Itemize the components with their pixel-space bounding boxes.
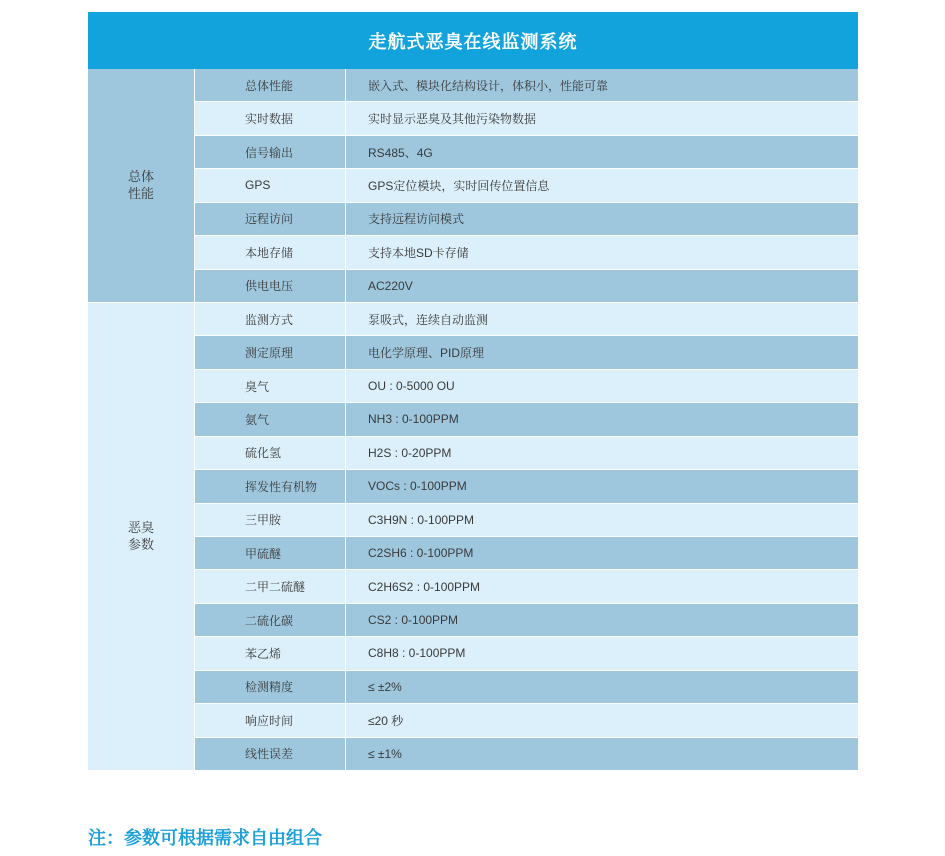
param-name: 氨气	[195, 403, 345, 435]
param-name: 臭气	[195, 370, 345, 402]
param-value: RS485、4G	[346, 136, 858, 168]
param-value: C2H6S2 : 0-100PPM	[346, 570, 858, 602]
param-name: 挥发性有机物	[195, 470, 345, 502]
param-value: C8H8 : 0-100PPM	[346, 637, 858, 669]
param-name: 测定原理	[195, 336, 345, 368]
param-value: AC220V	[346, 270, 858, 302]
category-label: 总体	[127, 169, 154, 185]
param-value: C2SH6 : 0-100PPM	[346, 537, 858, 569]
param-value: 支持远程访问模式	[346, 203, 858, 235]
param-name: 三甲胺	[195, 504, 345, 536]
param-name: 二甲二硫醚	[195, 570, 345, 602]
param-value: ≤ ±1%	[346, 738, 858, 770]
param-value: ≤ ±2%	[346, 671, 858, 703]
param-value: C3H9N : 0-100PPM	[346, 504, 858, 536]
param-name: 供电电压	[195, 270, 345, 302]
category-general	[88, 69, 194, 302]
param-name: 信号输出	[195, 136, 345, 168]
param-name: 本地存储	[195, 236, 345, 268]
param-value: VOCs : 0-100PPM	[346, 470, 858, 502]
param-value: 嵌入式、模块化结构设计，体积小，性能可靠	[346, 69, 858, 101]
category-odor-params	[88, 303, 194, 770]
param-value: CS2 : 0-100PPM	[346, 604, 858, 636]
param-value: 实时显示恶臭及其他污染物数据	[346, 102, 858, 134]
param-name: 监测方式	[195, 303, 345, 335]
param-name: 线性误差	[195, 738, 345, 770]
param-value: 泵吸式，连续自动监测	[346, 303, 858, 335]
param-value: GPS定位模块，实时回传位置信息	[346, 169, 858, 201]
param-name: 总体性能	[195, 69, 345, 101]
param-name: GPS	[195, 169, 345, 201]
param-value: ≤20 秒	[346, 704, 858, 736]
category-label: 性能	[127, 186, 154, 202]
param-value: NH3 : 0-100PPM	[346, 403, 858, 435]
page-title: 走航式恶臭在线监测系统	[368, 31, 578, 52]
param-name: 甲硫醚	[195, 537, 345, 569]
param-name: 实时数据	[195, 102, 345, 134]
table-header	[88, 12, 858, 69]
param-name: 二硫化碳	[195, 604, 345, 636]
param-value: OU : 0-5000 OU	[346, 370, 858, 402]
param-value: H2S : 0-20PPM	[346, 437, 858, 469]
param-value: 电化学原理、PID原理	[346, 336, 858, 368]
param-name: 硫化氢	[195, 437, 345, 469]
category-label: 参数	[127, 537, 154, 553]
category-label: 恶臭	[127, 520, 154, 536]
param-value: 支持本地SD卡存储	[346, 236, 858, 268]
footer-note: 注：参数可根据需求自由组合	[88, 828, 322, 848]
spec-table	[88, 69, 858, 770]
param-name: 远程访问	[195, 203, 345, 235]
param-name: 苯乙烯	[195, 637, 345, 669]
param-name: 响应时间	[195, 704, 345, 736]
param-name: 检测精度	[195, 671, 345, 703]
